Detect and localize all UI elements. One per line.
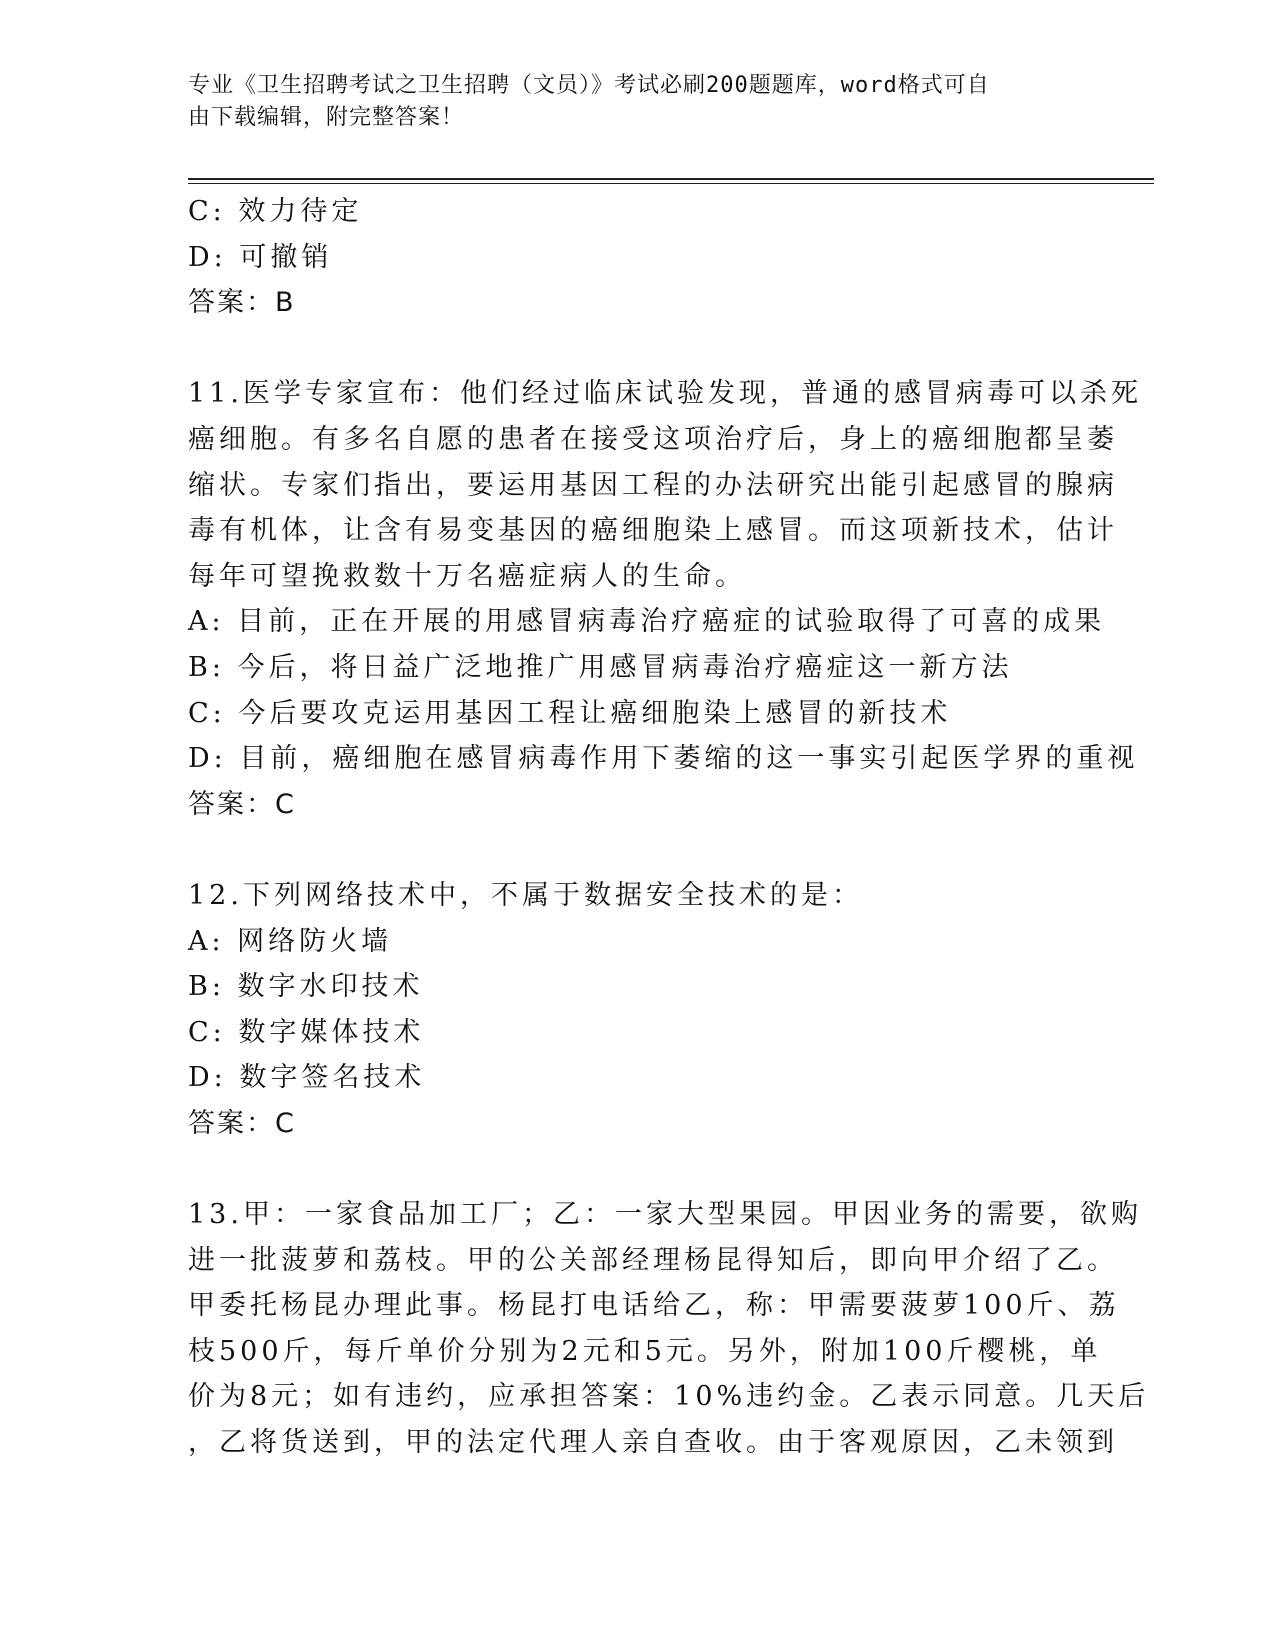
header-rule-thin [188, 183, 1154, 184]
question-stem-line: 12.下列网络技术中，不属于数据安全技术的是： [188, 879, 863, 911]
header-line-2: 由下载编辑，附完整答案！ [188, 105, 465, 130]
header-line-1: 专业《卫生招聘考试之卫生招聘（文员）》考试必刷200题题库，word格式可自 [188, 73, 990, 98]
answer-line: 答案：C [188, 788, 296, 820]
document-body [188, 189, 1150, 1466]
header-rule-thick [188, 178, 1154, 180]
document-header [188, 70, 1088, 134]
question-gap [188, 827, 1088, 873]
option-a: A: 目前，正在开展的用感冒病毒治疗癌症的试验取得了可喜的成果 [188, 606, 1106, 638]
question-stem-line: 13.甲：一家食品加工厂；乙：一家大型果园。甲因业务的需要，欲购 [188, 1199, 1142, 1231]
option-c: C: 效力待定 [188, 196, 363, 227]
option-d: D: 可撤销 [188, 241, 333, 273]
question-gap [188, 326, 1088, 372]
option-c: C: 数字媒体技术 [188, 1016, 425, 1048]
question-10-tail [188, 189, 1088, 326]
question-stem-line: 毒有机体，让含有易变基因的癌细胞染上感冒。而这项新技术，估计 [188, 515, 1118, 547]
question-stem-line: 每年可望挽救数十万名癌症病人的生命。 [188, 560, 746, 592]
option-b: B: 今后，将日益广泛地推广用感冒病毒治疗癌症这一新方法 [188, 651, 1013, 683]
question-stem-line: 11.医学专家宣布：他们经过临床试验发现，普通的感冒病毒可以杀死 [188, 378, 1142, 410]
option-d: D: 目前，癌细胞在感冒病毒作用下萎缩的这一事实引起医学界的重视 [188, 743, 1139, 775]
question-gap [188, 1146, 1088, 1192]
option-b: B: 数字水印技术 [188, 971, 424, 1003]
question-stem-line: 价为8元；如有违约，应承担答案：10%违约金。乙表示同意。几天后 [188, 1381, 1150, 1413]
answer-line: 答案：C [188, 1107, 296, 1139]
question-12 [188, 873, 1088, 1147]
question-11 [188, 371, 1142, 827]
question-stem-line: ，乙将货送到，甲的法定代理人亲自查收。由于客观原因，乙未领到 [188, 1427, 1118, 1459]
question-stem-line: 缩状。专家们指出，要运用基因工程的办法研究出能引起感冒的腺病 [188, 469, 1118, 501]
question-stem-line: 癌细胞。有多名自愿的患者在接受这项治疗后，身上的癌细胞都呈萎 [188, 423, 1118, 455]
question-stem-line: 甲委托杨昆办理此事。杨昆打电话给乙，称：甲需要菠萝100斤、荔 [188, 1290, 1120, 1322]
answer-line: 答案：B [188, 287, 296, 319]
question-13 [188, 1192, 1150, 1466]
question-stem-line: 进一批菠萝和荔枝。甲的公关部经理杨昆得知后，即向甲介绍了乙。 [188, 1244, 1118, 1276]
option-c: C: 今后要攻克运用基因工程让癌细胞染上感冒的新技术 [188, 697, 952, 729]
question-stem-line: 枝500斤，每斤单价分别为2元和5元。另外，附加100斤樱桃，单 [188, 1335, 1102, 1367]
option-a: A: 网络防火墙 [188, 925, 393, 957]
option-d: D: 数字签名技术 [188, 1062, 426, 1094]
